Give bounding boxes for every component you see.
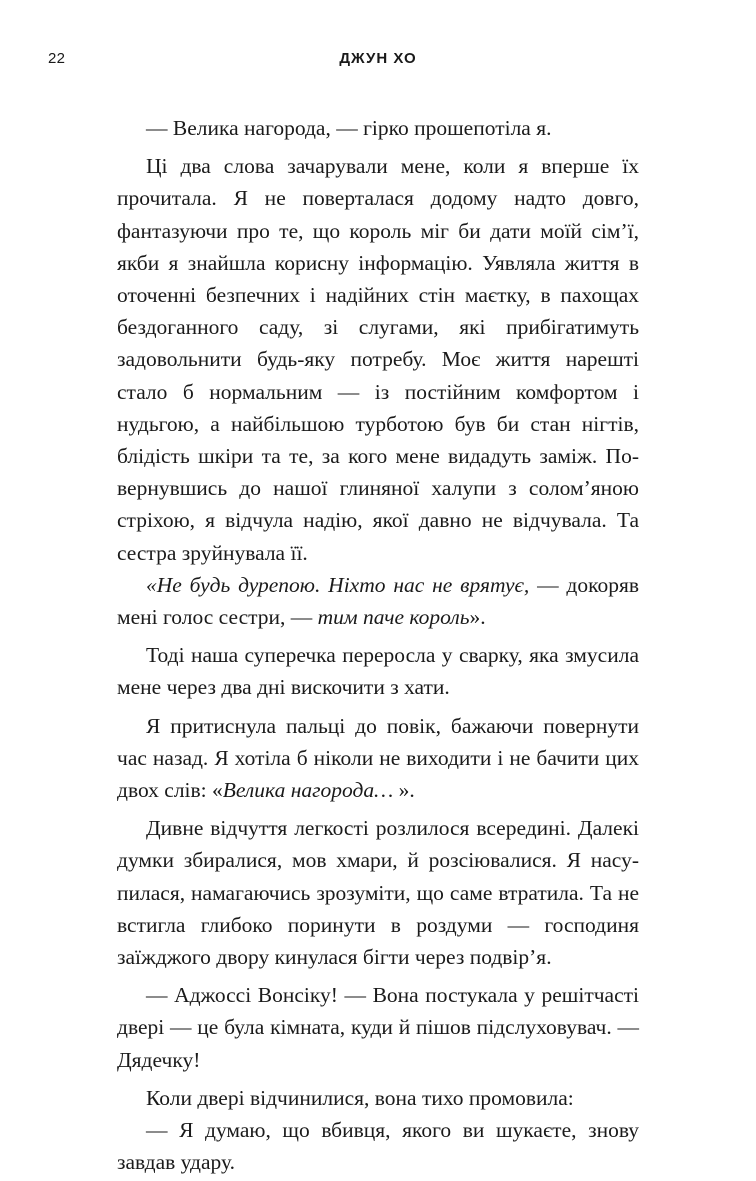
body-text (117, 112, 639, 1179)
quote-close: ». (469, 605, 486, 630)
paragraph-5-close: ». (393, 778, 415, 803)
page-header (48, 50, 708, 72)
paragraph-5-text: Я притиснула пальці до повік, бажаючи повернути час назад. Я хотіла б ніколи не виходити і не бачити цих двох слів: « (117, 713, 639, 803)
quote-attribution: — докоряв мені голос сестри, — (117, 572, 640, 630)
paragraph-9: — Я думаю, що вбивця, якого ви шукаєте, знову завдав удару. (117, 1118, 639, 1175)
italic-phrase: Велика нагорода… (222, 778, 394, 803)
paragraph-4: Тоді наша суперечка переросла у сварку, яка змусила мене через два дні вискочити з хати. (117, 643, 639, 700)
paragraph-8: Коли двері відчинилися, вона тихо промовила: (146, 1085, 574, 1110)
paragraph-1: — Велика нагорода, — гірко прошепотіла я. (146, 116, 552, 140)
italic-quote-end: тим паче король (317, 605, 470, 630)
paragraph-7: — Аджоссі Вонсіку! — Вона постукала у решітчасті двері — це була кімната, куди й пішов підслуховувач. — Дядечку! (117, 983, 639, 1072)
paragraph-5 (117, 710, 639, 807)
italic-quote: «Не будь дурепою. Ніхто нас не врятує, (146, 572, 530, 597)
page-number: 22 (48, 50, 66, 67)
paragraph-2: Ці два слова зачарували мене, коли я вперше їх прочитала. Я не поверталася додому надто довго, фантазуючи про те, що король міг би дати моїй сім’ї, якби я знайшла корисну інформацію. Уявляла життя в оточенні безпечних і надійних стін маєтку, в пахощах бездоганного саду, зі слугами, які прибігатимуть задовольнити будь-яку потребу. Моє життя нарешті стало б нормальним — із постійним комфортом і нудьгою, а найбільшою турботою був би стан нігтів, блідість шкіри та те, за кого мене видадуть заміж. Повернувшись до нашої глиняної халупи з солом’яною стріхою, я відчула надію, якої давно не відчувала. Та сестра зруйнувала її. (117, 154, 639, 565)
running-head: ДЖУН ХО (339, 50, 417, 67)
paragraph-3 (117, 569, 639, 633)
paragraph-6: Дивне відчуття легкості розлилося всередині. Далекі думки збиралися, мов хмари, й розсіювалися. Я насупилася, намагаючись зрозуміти, що саме втратила. Та не встигла глибоко поринути в роздуми — господиня заїжджого двору кинулася бігти через подвір’я. (117, 816, 639, 970)
